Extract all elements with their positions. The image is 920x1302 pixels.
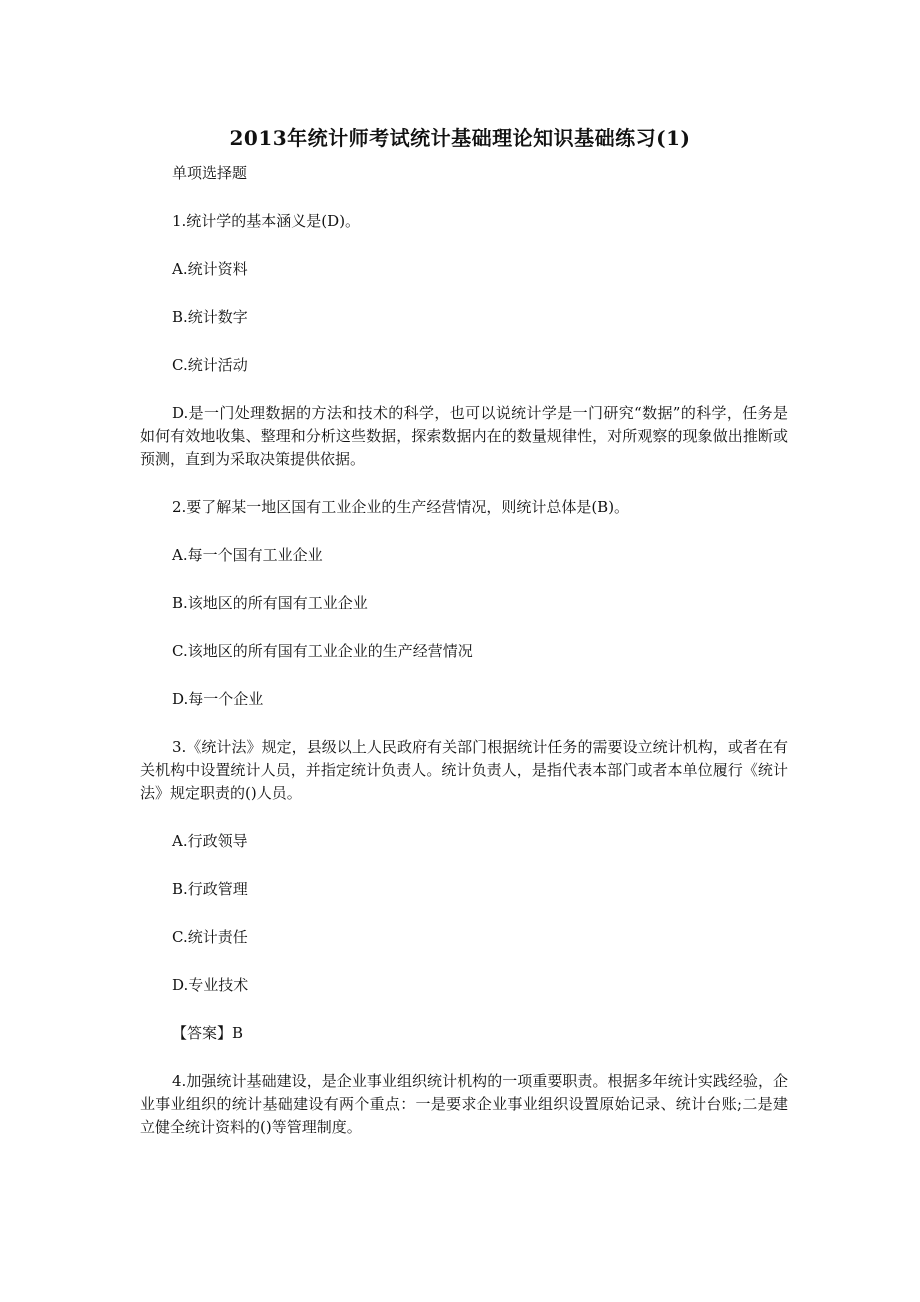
- question-4-stem: 4.加强统计基础建设，是企业事业组织统计机构的一项重要职责。根据多年统计实践经验，企业事业组织的统计基础建设有两个重点：一是要求企业事业组织设置原始记录、统计台账;二是建立健全统计资料的()等管理制度。: [140, 1072, 788, 1136]
- question-2-option-d: D.每一个企业: [172, 690, 264, 708]
- question-2-option-c: C.该地区的所有国有工业企业的生产经营情况: [172, 642, 473, 660]
- question-3-answer: 【答案】B: [172, 1024, 244, 1042]
- question-1-option-c: C.统计活动: [172, 356, 248, 374]
- question-3-option-a: A.行政领导: [172, 832, 248, 850]
- document-title: 2013年统计师考试统计基础理论知识基础练习(1): [229, 126, 691, 150]
- question-1-option-d: D.是一门处理数据的方法和技术的科学，也可以说统计学是一门研究“数据”的科学，任务是如何有效地收集、整理和分析这些数据，探索数据内在的数量规律性，对所观察的现象做出推断或预测，直到为采取决策提供依据。: [140, 404, 788, 468]
- question-2-option-a: A.每一个国有工业企业: [172, 546, 323, 564]
- question-3-option-b: B.行政管理: [172, 880, 248, 898]
- section-heading: 单项选择题: [172, 164, 248, 182]
- question-1-option-a: A.统计资料: [172, 260, 248, 278]
- question-1-stem: 1.统计学的基本涵义是(D)。: [172, 212, 361, 230]
- question-3-option-d: D.专业技术: [172, 976, 249, 994]
- question-3-option-c: C.统计责任: [172, 928, 248, 946]
- question-2-option-b: B.该地区的所有国有工业企业: [172, 594, 368, 612]
- document-body: [140, 162, 788, 1164]
- question-1-option-b: B.统计数字: [172, 308, 248, 326]
- question-2-stem: 2.要了解某一地区国有工业企业的生产经营情况，则统计总体是(B)。: [172, 498, 630, 516]
- question-3-stem: 3.《统计法》规定，县级以上人民政府有关部门根据统计任务的需要设立统计机构，或者在有关机构中设置统计人员，并指定统计负责人。统计负责人，是指代表本部门或者本单位履行《统计法》规定职责的()人员。: [140, 738, 788, 802]
